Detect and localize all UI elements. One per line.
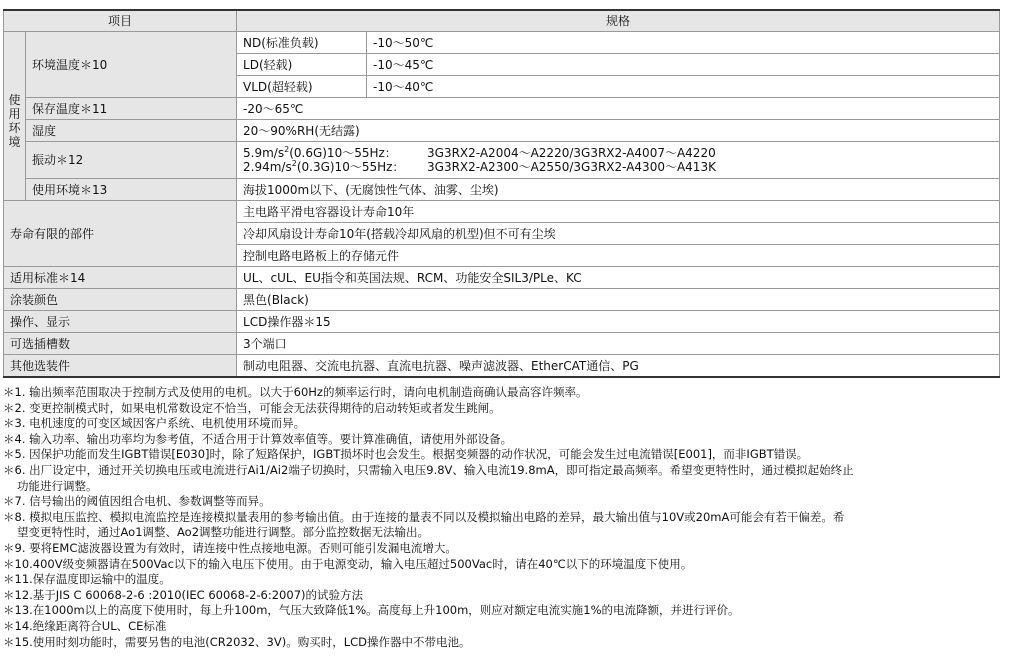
table-row xyxy=(4,289,1000,311)
spec-sheet xyxy=(3,0,1006,650)
environment-label: 使用环境＊13 xyxy=(26,179,237,201)
footnote: ＊1. 输出频率范围取决于控制方式及使用的电机。以大于60Hz的频率运行时，请向电机制造商确认最高容许频率。 xyxy=(3,385,588,399)
footnotes xyxy=(3,385,1006,650)
humidity-value: 20～90%RH(无结露) xyxy=(237,120,1000,142)
environment-value: 海拔1000m以下、(无腐蚀性气体、油雾、尘埃) xyxy=(237,179,1000,201)
storage-label: 保存温度＊11 xyxy=(26,98,237,120)
footnote: ＊10.400V级变频器请在500Vac以下的输入电压下使用。由于电源变动，输入电压超过500Vac时，请在40℃以下的环境温度下使用。 xyxy=(3,556,693,571)
footnote: ＊12.基于JIS C 60068-2-6 :2010(IEC 60068-2-6:2007)的试验方法 xyxy=(3,587,363,602)
temp-label: 环境温度＊10 xyxy=(26,32,237,98)
vibration-models: 3G3RX2-A2004～A2220/3G3RX2-A4007～A4220 xyxy=(427,146,716,160)
table-row xyxy=(4,201,1000,223)
life-item: 主电路平滑电容器设计寿命10年 xyxy=(237,201,1000,223)
env-group-char: 环 xyxy=(8,121,21,135)
table-row xyxy=(4,267,1000,289)
standards-label: 适用标准＊14 xyxy=(4,267,237,289)
storage-value: -20～65℃ xyxy=(237,98,1000,120)
operation-label: 操作、显示 xyxy=(4,311,237,333)
vibration-spec: $2.94m/s^2(0.3G)10\sim 55Hz$： xyxy=(243,159,405,174)
vibration-models: 3G3RX2-A2300～A2550/3G3RX2-A4300～A413K xyxy=(427,160,716,174)
paint-value: 黑色(Black) xyxy=(237,289,1000,311)
footnote-continued: 功能进行调整。 xyxy=(17,478,98,493)
env-group-char: 用 xyxy=(8,107,21,121)
table-row xyxy=(4,120,1000,142)
footnote: ＊11.保存温度即运输中的温度。 xyxy=(3,572,171,587)
life-label: 寿命有限的部件 xyxy=(4,201,237,267)
footnote-continued: 望变更特性时，通过Ao1调整、Ao2调整功能进行调整。部分监控数据无法输出。 xyxy=(17,525,430,540)
temp-range: -10～50℃ xyxy=(367,32,1000,54)
footnote: ＊4. 输入功率、输出功率均为参考值，不适合用于计算效率值等。要计算准确值，请使用外部设备。 xyxy=(3,431,513,446)
standards-value: UL、cUL、EU指令和英国法规、RCM、功能安全SIL3/PLe、KC xyxy=(237,267,1000,289)
table-row xyxy=(4,179,1000,201)
table-row xyxy=(4,32,1000,54)
temp-range: -10～45℃ xyxy=(367,54,1000,76)
vibration-label: 振动＊12 xyxy=(26,142,237,179)
temp-load: ND(标准负载) xyxy=(237,32,367,54)
footnote: ＊5. 因保护功能而发生IGBT错误[E030]时，除了短路保护，IGBT损坏时也会发生。根据变频器的动作状况，可能会发生过电流错误[E001]，而非IGBT错误。 xyxy=(3,447,809,462)
vibration-spec: $5.9m/s^2(0.6G)10\sim 55Hz$： xyxy=(243,145,397,160)
slots-label: 可选插槽数 xyxy=(4,333,237,355)
env-group-label xyxy=(4,32,26,201)
table-row xyxy=(4,142,1000,179)
footnote: ＊15.使用时刻功能时，需要另售的电池(CR2032、3V)。购买时，LCD操作器中不带电池。 xyxy=(3,634,471,649)
spec-table xyxy=(3,9,1000,378)
table-row xyxy=(4,98,1000,120)
table-row xyxy=(4,355,1000,378)
slots-value: 3个端口 xyxy=(237,333,1000,355)
table-row xyxy=(4,333,1000,355)
vibration-value xyxy=(237,142,1000,179)
temp-range: -10～40℃ xyxy=(367,76,1000,98)
humidity-label: 湿度 xyxy=(26,120,237,142)
env-group-char: 使 xyxy=(8,93,21,107)
temp-load: VLD(超轻载) xyxy=(237,76,367,98)
options-label: 其他选装件 xyxy=(4,355,237,378)
table-row xyxy=(4,311,1000,333)
temp-load: LD(轻载) xyxy=(237,54,367,76)
footnote: ＊2. 变更控制模式时，如果电机常数设定不恰当，可能会无法获得期待的启动转矩或者发生跳闸。 xyxy=(3,400,501,415)
env-group-char: 境 xyxy=(8,135,21,149)
options-value: 制动电阻器、交流电抗器、直流电抗器、噪声滤波器、EtherCAT通信、PG xyxy=(237,355,1000,378)
header-spec: 规格 xyxy=(237,10,1000,32)
life-item: 控制电路电路板上的存储元件 xyxy=(237,245,1000,267)
footnote: ＊7. 信号输出的阈值因组合电机、参数调整等而异。 xyxy=(3,494,271,509)
life-item: 冷却风扇设计寿命10年(搭载冷却风扇的机型)但不可有尘埃 xyxy=(237,223,1000,245)
footnote: ＊13.在1000m以上的高度下使用时，每上升100m，气压大致降低1%。高度每上升100m，则应对额定电流实施1%的电流降额，并进行评价。 xyxy=(3,603,740,618)
footnote: ＊6. 出厂设定中，通过开关切换电压或电流进行Ai1/Ai2端子切换时，只需输入电压9.8V、输入电流19.8mA，即可指定最高频率。希望变更特性时，通过模拟起始终止 xyxy=(3,462,854,477)
footnote: ＊9. 要将EMC滤波器设置为有效时，请连接中性点接地电源。否则可能引发漏电流增大。 xyxy=(3,540,457,555)
table-header-row xyxy=(4,10,1000,32)
footnote: ＊14.绝缘距离符合UL、CE标准 xyxy=(3,618,167,633)
operation-value: LCD操作器＊15 xyxy=(237,311,1000,333)
header-item: 项目 xyxy=(4,10,237,32)
footnote: ＊8. 模拟电压监控、模拟电流监控是连接模拟量表用的参考输出值。由于连接的量表不同以及模拟输出电路的差异，最大输出值与10V或20mA可能会有若干偏差。希 xyxy=(3,509,845,524)
paint-label: 涂装颜色 xyxy=(4,289,237,311)
footnote: ＊3. 电机速度的可变区域因客户系统、电机使用环境而异。 xyxy=(3,416,306,431)
